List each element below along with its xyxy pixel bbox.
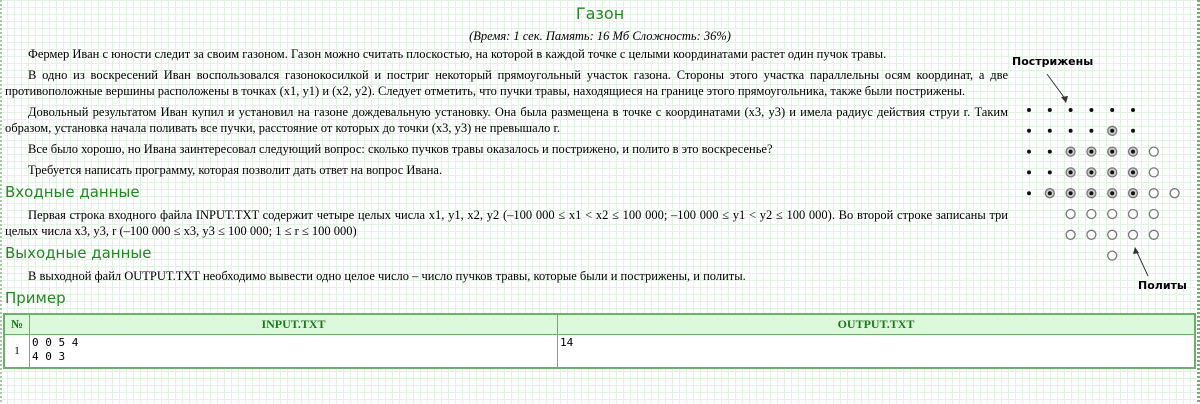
cut-point	[1069, 170, 1073, 174]
arrow-cut-head	[1061, 96, 1068, 103]
cut-point	[1089, 191, 1093, 195]
cut-point	[1048, 150, 1052, 154]
cut-point	[1069, 150, 1073, 154]
cut-point	[1110, 129, 1114, 133]
watered-point	[1170, 189, 1179, 198]
watered-point	[1149, 189, 1158, 198]
cut-point	[1110, 170, 1114, 174]
row-output	[558, 335, 1196, 369]
label-watered: Политы	[1138, 279, 1187, 292]
output-description: В выходной файл OUTPUT.TXT необходимо вывести одно целое число – число пучков травы, которые были и пострижены, и политы.	[28, 269, 746, 283]
input-heading: Входные данные	[5, 183, 140, 201]
cut-point	[1069, 108, 1073, 112]
watered-point	[1149, 210, 1158, 219]
arrow-watered-head	[1133, 247, 1139, 254]
watered-point	[1108, 230, 1117, 239]
text-column	[5, 46, 1008, 307]
input-text: 0 0 5 4 4 0 3	[32, 336, 79, 363]
output-text: 14	[560, 336, 574, 349]
statement-paragraph: Требуется написать программу, которая позволит дать ответ на вопрос Ивана.	[28, 163, 443, 177]
watered-point	[1149, 230, 1158, 239]
watered-point	[1087, 210, 1096, 219]
cut-point	[1089, 108, 1093, 112]
cut-point	[1089, 170, 1093, 174]
cut-point	[1089, 150, 1093, 154]
arrow-cut	[1047, 74, 1066, 100]
cut-point	[1110, 150, 1114, 154]
label-cut: Пострижены	[1012, 55, 1094, 68]
lawn-figure	[1010, 60, 1200, 280]
cut-point	[1131, 170, 1135, 174]
cut-point	[1131, 150, 1135, 154]
watered-point	[1087, 230, 1096, 239]
cut-point	[1027, 108, 1031, 112]
cut-point	[1131, 108, 1135, 112]
row-number: 1	[4, 335, 30, 369]
col-input: INPUT.TXT	[30, 314, 558, 335]
watered-point	[1066, 230, 1075, 239]
watered-point	[1108, 210, 1117, 219]
cut-point	[1089, 129, 1093, 133]
cut-point	[1069, 129, 1073, 133]
watered-point	[1129, 230, 1138, 239]
cut-point	[1131, 191, 1135, 195]
statement-paragraph: В одно из воскресений Иван воспользовался газонокосилкой и постриг некоторый прямоугольный участок газона. Стороны этого участка параллельны осям координат, а две противоположные вершины расположены в точках (x1, y1) и (x2, y2). Следует отметить, что пучки травы, находящиеся на границе этого прямоугольника, также были пострижены.	[5, 68, 1008, 98]
watered-point	[1108, 251, 1117, 260]
col-number: №	[4, 314, 30, 335]
cut-point	[1027, 129, 1031, 133]
statement-paragraph: Все было хорошо, но Ивана заинтересовал следующий вопрос: сколько пучков травы оказалось и пострижено, и полито в это воскресенье?	[28, 142, 773, 156]
output-heading: Выходные данные	[5, 244, 152, 262]
cut-point	[1027, 170, 1031, 174]
cut-point	[1027, 191, 1031, 195]
example-heading: Пример	[5, 289, 66, 307]
arrow-watered	[1136, 250, 1148, 276]
statement-paragraph: Довольный результатом Иван купил и установил на газоне дождевальную установку. Она была размещена в точке с координатами (x3, y3) и имела радиус действия струи r. Таким образом, установка начала поливать все пучки, расстояние от которых до точки (x3, y3) не превышало r.	[5, 105, 1008, 135]
watered-point	[1149, 147, 1158, 156]
problem-title: Газон	[575, 4, 625, 23]
cut-point	[1027, 150, 1031, 154]
cut-point	[1110, 108, 1114, 112]
col-output: OUTPUT.TXT	[558, 314, 1196, 335]
table-row	[4, 335, 1195, 369]
example-table	[3, 313, 1196, 369]
row-input	[30, 335, 558, 369]
cut-point	[1110, 191, 1114, 195]
statement-paragraph: Фермер Иван с юности следит за своим газоном. Газон можно считать плоскостью, на которой в каждой точке с целыми координатами растет один пучок травы.	[28, 47, 887, 61]
watered-point	[1066, 210, 1075, 219]
problem-limits: (Время: 1 сек. Память: 16 Мб Сложность: 36%)	[469, 29, 731, 43]
cut-point	[1048, 170, 1052, 174]
input-description: Первая строка входного файла INPUT.TXT содержит четыре целых числа x1, y1, x2, y2 (–100 000 ≤ x1 < x2 ≤ 100 000; –100 000 ≤ y1 < y2 ≤ 100 000). Во второй строке записаны три целых числа x3, y3, r (–100 000 ≤ x3, y3 ≤ 100 000; 1 ≤ r ≤ 100 000)	[5, 208, 1008, 238]
watered-point	[1149, 168, 1158, 177]
cut-point	[1131, 129, 1135, 133]
cut-point	[1048, 108, 1052, 112]
cut-point	[1048, 129, 1052, 133]
cut-point	[1069, 191, 1073, 195]
watered-point	[1129, 210, 1138, 219]
cut-point	[1048, 191, 1052, 195]
